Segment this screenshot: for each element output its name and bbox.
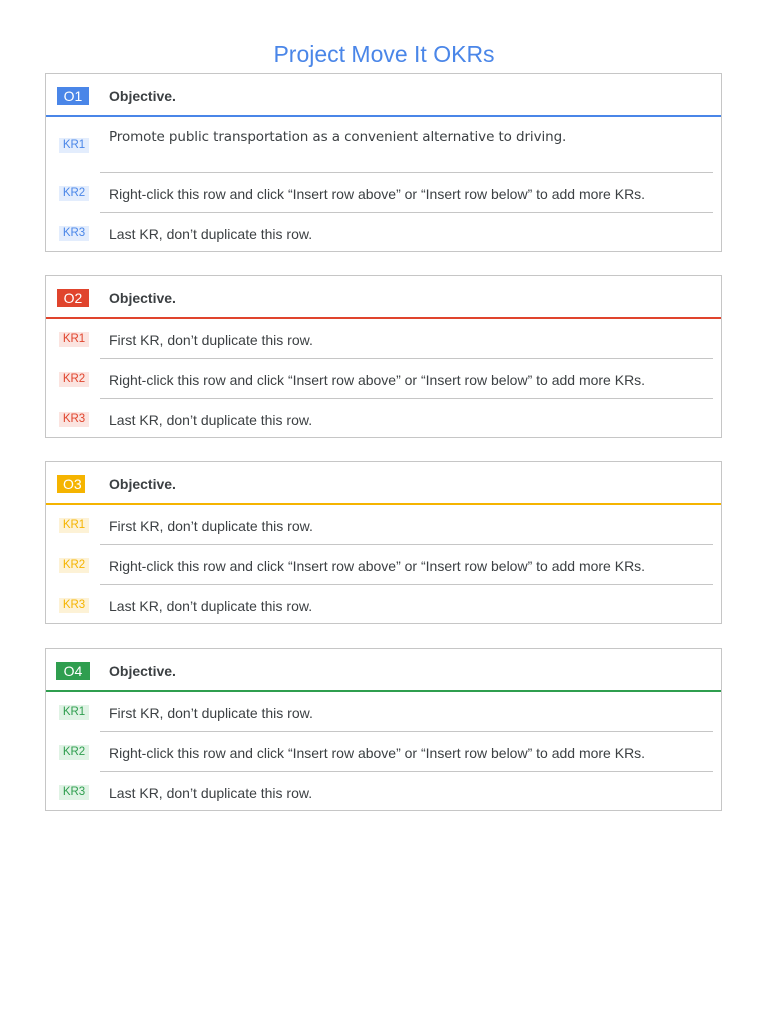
objective-header [46,649,721,692]
kr-row[interactable] [46,319,721,359]
objective-header [46,276,721,319]
kr-text[interactable]: Promote public transportation as a convenient alternative to driving. [109,129,567,145]
kr-row[interactable] [46,505,721,545]
objective-badge: O1 [57,87,89,105]
kr-text[interactable]: Right-click this row and click “Insert row above” or “Insert row below” to add more KRs. [109,745,646,761]
page-title: Project Move It OKRs [273,41,495,67]
objective-title[interactable]: Objective. [109,476,176,492]
kr-text[interactable]: Last KR, don’t duplicate this row. [109,226,313,242]
kr-text[interactable]: Last KR, don’t duplicate this row. [109,785,313,801]
kr-row[interactable] [46,117,721,173]
kr-row[interactable] [46,213,721,251]
kr-badge: KR2 [59,558,89,573]
kr-text[interactable]: First KR, don’t duplicate this row. [109,332,313,348]
objective-badge: O3 [57,475,85,493]
objective-card-1 [45,73,722,252]
kr-badge: KR3 [59,598,89,613]
kr-row[interactable] [46,399,721,437]
objective-title[interactable]: Objective. [109,88,176,104]
objective-card-3 [45,461,722,624]
kr-text[interactable]: Right-click this row and click “Insert row above” or “Insert row below” to add more KRs. [109,186,646,202]
kr-row[interactable] [46,359,721,399]
kr-row[interactable] [46,692,721,732]
kr-row[interactable] [46,545,721,585]
kr-row[interactable] [46,732,721,772]
kr-badge: KR3 [59,785,89,800]
objective-header [46,74,721,117]
objective-card-2 [45,275,722,438]
kr-badge: KR1 [59,518,89,533]
kr-badge: KR3 [59,412,89,427]
objective-title[interactable]: Objective. [109,290,176,306]
objective-header [46,462,721,505]
kr-text[interactable]: Last KR, don’t duplicate this row. [109,598,313,614]
kr-text[interactable]: Right-click this row and click “Insert row above” or “Insert row below” to add more KRs. [109,558,646,574]
kr-text[interactable]: Right-click this row and click “Insert row above” or “Insert row below” to add more KRs. [109,372,646,388]
kr-row[interactable] [46,173,721,213]
objective-badge: O4 [56,662,90,680]
kr-text[interactable]: Last KR, don’t duplicate this row. [109,412,313,428]
kr-badge: KR2 [59,372,89,387]
objective-card-4 [45,648,722,811]
kr-badge: KR1 [59,705,89,720]
kr-row[interactable] [46,772,721,810]
kr-badge: KR1 [59,138,89,153]
kr-text[interactable]: First KR, don’t duplicate this row. [109,705,313,721]
kr-badge: KR2 [59,186,89,201]
objective-badge: O2 [57,289,89,307]
kr-text[interactable]: First KR, don’t duplicate this row. [109,518,313,534]
kr-badge: KR3 [59,226,89,241]
kr-row[interactable] [46,585,721,623]
objective-title[interactable]: Objective. [109,663,176,679]
kr-badge: KR2 [59,745,89,760]
kr-badge: KR1 [59,332,89,347]
